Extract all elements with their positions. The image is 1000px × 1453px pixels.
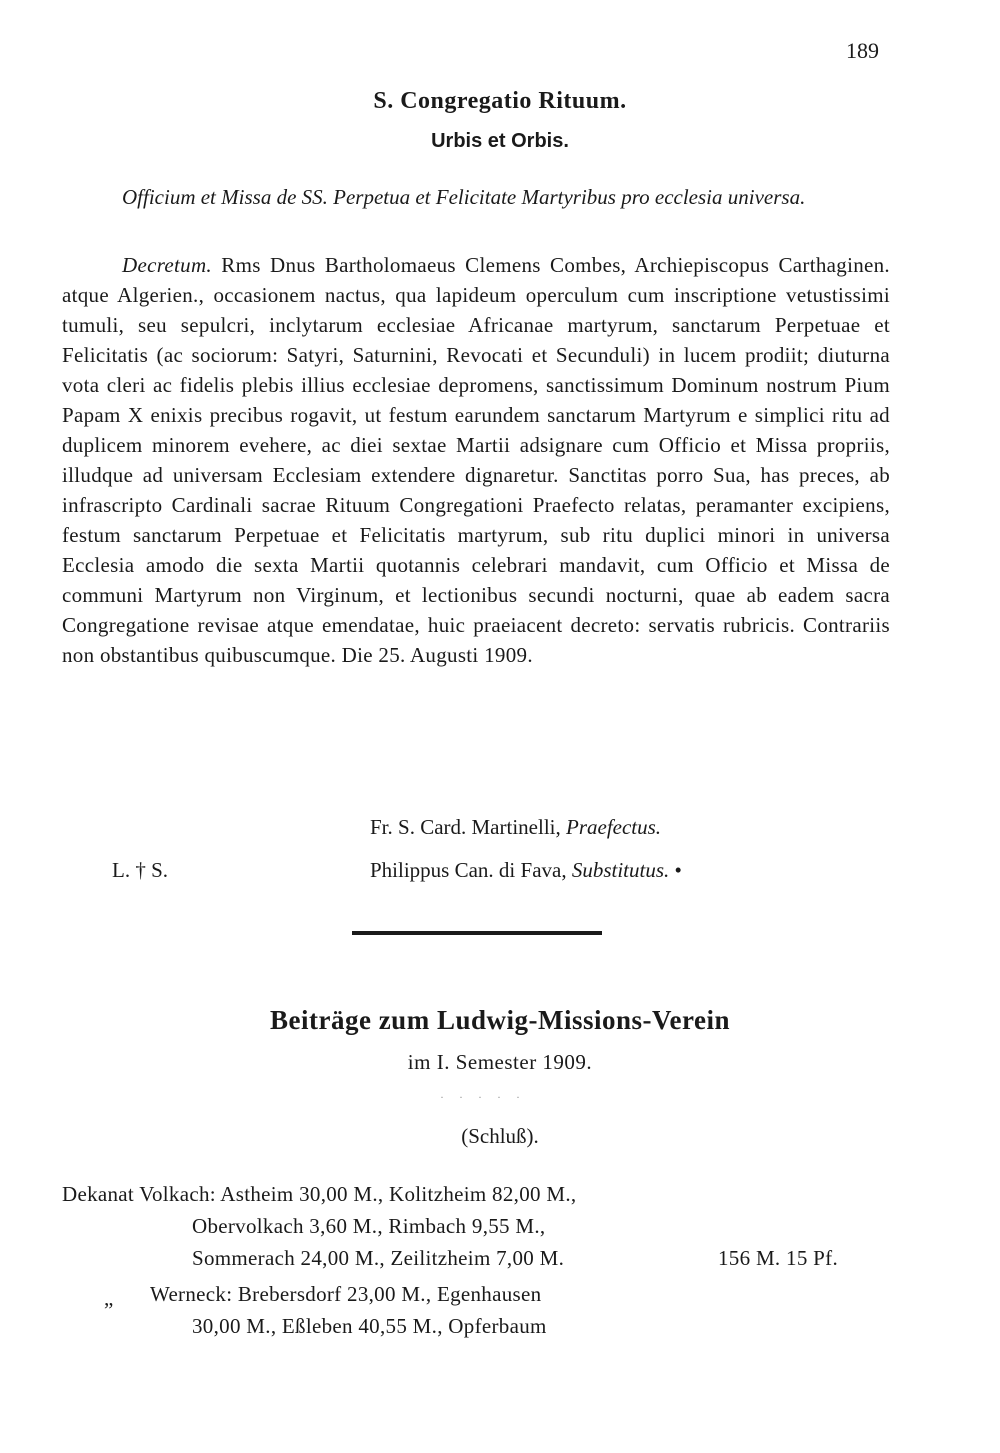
decree-lead: Decretum. bbox=[122, 253, 212, 277]
page-number: 189 bbox=[846, 38, 879, 63]
decree-paragraph bbox=[62, 250, 890, 670]
contribution-line: Sommerach 24,00 M., Zeilitzheim 7,00 M. bbox=[192, 1246, 565, 1270]
decree-text: Rms Dnus Bartholomaeus Clemens Combes, Archiepiscopus Carthaginen. atque Algerien., occasionem nactus, qua lapideum operculum cum inscriptione vetustissimi tumuli, seu sepulcri, inclytarum ecclesiae Africanae martyrum, sanctarum Perpetuae et Felicitatis (ac sociorum: Satyri, Saturnini, Revocati et Secunduli) in lucem prodiit; diuturna vota cleri ac fidelis plebis illius ecclesiae depromens, sanctissimum Dominum nostrum Pium Papam X enixis precibus rogavit, ut festum earundem sanctarum Martyrum e simplici ritu ad duplicem minorem evehere, ac diei sextae Martii adsignare cum Officio et Missa propriis, illudque ad universam Ecclesiam extendere dignaretur. Sanctitas porro Sua, has preces, ab infrascripto Cardinali sacrae Rituum Congregationi Praefecto relatas, peramanter excipiens, festum sanctarum Perpetuae et Felicitatis martyrum, sub ritu duplici minori in universa Ecclesia amodo die sexta Martii quotannis celebrari mandavit, cum Officio et Missa de communi Martyrum non Virginum, et lectionibus secundi nocturni, quae ab eadem sacra Congregatione revisae atque emendatae, huic praeiacent decreto: servatis rubricis. Contrariis non obstantibus quibuscumque. Die 25. Augusti 1909. bbox=[62, 253, 890, 667]
contribution-line: Werneck: Brebersdorf 23,00 M., Egenhausen bbox=[150, 1282, 542, 1306]
section-subtitle: Urbis et Orbis. bbox=[431, 130, 569, 152]
section-divider bbox=[352, 931, 602, 935]
faint-dots: · · · · · bbox=[440, 1090, 526, 1104]
office-title: Officium et Missa de SS. Perpetua et Felicitate Martyribus pro ecclesia universa. bbox=[122, 185, 806, 209]
contribution-line: Obervolkach 3,60 M., Rimbach 9,55 M., bbox=[192, 1214, 546, 1238]
prefect-role: Praefectus. bbox=[566, 815, 662, 839]
contribution-line: Dekanat Volkach: Astheim 30,00 M., Kolitzheim 82,00 M., bbox=[62, 1182, 577, 1206]
signature-substitute bbox=[370, 858, 682, 883]
ditto-mark: „ bbox=[104, 1286, 114, 1310]
contribution-line: 30,00 M., Eßleben 40,55 M., Opferbaum bbox=[192, 1314, 547, 1338]
signature-prefect bbox=[370, 815, 661, 840]
contributions-subtitle: im I. Semester 1909. bbox=[407, 1050, 593, 1074]
bullet-mark: • bbox=[674, 858, 682, 882]
continued-label: (Schluß). bbox=[461, 1124, 539, 1148]
prefect-name: Fr. S. Card. Martinelli, bbox=[370, 815, 561, 839]
contribution-total: 156 M. 15 Pf. bbox=[718, 1246, 838, 1270]
section-title: S. Congregatio Rituum. bbox=[373, 88, 627, 114]
contributions-title: Beiträge zum Ludwig-Missions-Verein bbox=[270, 1005, 730, 1035]
seal-mark: L. † S. bbox=[112, 858, 169, 882]
substitute-name: Philippus Can. di Fava, bbox=[370, 858, 567, 882]
substitute-role: Substitutus. bbox=[571, 858, 670, 882]
